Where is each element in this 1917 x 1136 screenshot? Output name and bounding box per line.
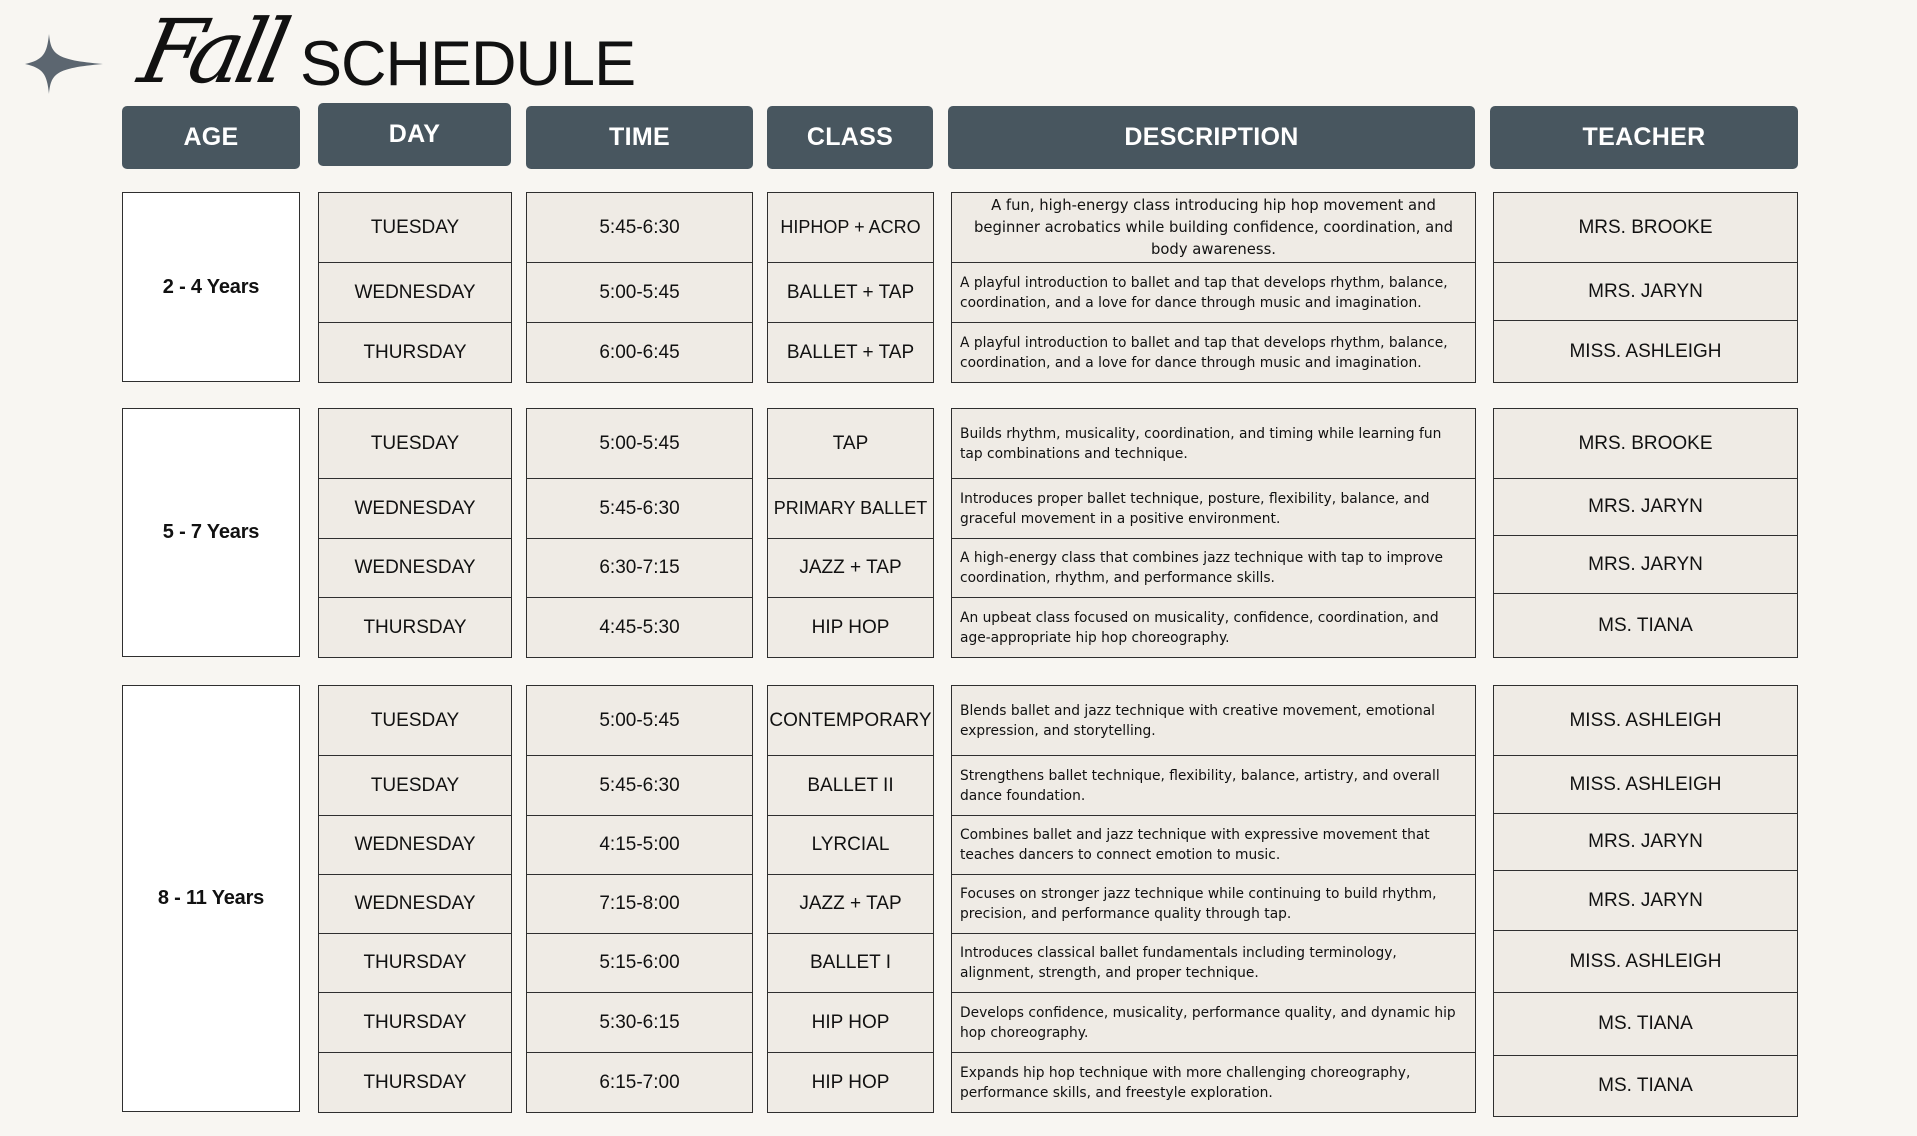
time-cell: 5:45-6:30 [526,192,753,263]
teacher-cell: MRS. BROOKE [1493,408,1798,479]
teacher-cell: MISS. ASHLEIGH [1493,685,1798,756]
class-cell: LYRCIAL [767,815,934,875]
day-cell: WEDNESDAY [318,874,512,934]
header-teacher: TEACHER [1490,106,1798,169]
header-time: TIME [526,106,753,169]
class-cell: BALLET I [767,933,934,993]
day-cell: THURSDAY [318,1052,512,1113]
description-cell: A high-energy class that combines jazz technique with tap to improve coordination, rhythm, and performance skills. [951,538,1476,598]
class-cell: BALLET + TAP [767,322,934,383]
header-description: DESCRIPTION [948,106,1475,169]
teacher-cell: MS. TIANA [1493,1055,1798,1117]
description-cell: Strengthens ballet technique, flexibility, balance, artistry, and overall dance foundation. [951,755,1476,816]
class-cell: BALLET + TAP [767,262,934,323]
teacher-cell: MRS. JARYN [1493,535,1798,594]
description-cell: A playful introduction to ballet and tap that develops rhythm, balance, coordination, and a love for dance through music and imagination. [951,262,1476,323]
time-cell: 5:00-5:45 [526,408,753,479]
teacher-cell: MS. TIANA [1493,593,1798,658]
description-cell: A fun, high-energy class introducing hip hop movement and beginner acrobatics while building confidence, coordination, and body awareness. [951,192,1476,263]
day-cell: THURSDAY [318,933,512,993]
description-cell: Introduces proper ballet technique, posture, flexibility, balance, and graceful movement in a positive environment. [951,478,1476,539]
time-cell: 5:45-6:30 [526,755,753,816]
class-cell: HIPHOP + ACRO [767,192,934,263]
teacher-cell: MRS. JARYN [1493,478,1798,536]
class-cell: BALLET II [767,755,934,816]
title-main: SCHEDULE [300,29,636,99]
time-cell: 6:30-7:15 [526,538,753,598]
sparkle-star-icon [25,32,103,96]
description-cell: Introduces classical ballet fundamentals including terminology, alignment, strength, and proper technique. [951,933,1476,993]
day-cell: TUESDAY [318,408,512,479]
teacher-cell: MRS. BROOKE [1493,192,1798,263]
day-cell: THURSDAY [318,597,512,658]
day-cell: THURSDAY [318,992,512,1053]
time-cell: 7:15-8:00 [526,874,753,934]
class-cell: HIP HOP [767,992,934,1053]
day-cell: THURSDAY [318,322,512,383]
teacher-cell: MISS. ASHLEIGH [1493,320,1798,383]
teacher-cell: MISS. ASHLEIGH [1493,930,1798,993]
age-cell: 5 - 7 Years [122,408,300,657]
teacher-cell: MRS. JARYN [1493,262,1798,321]
class-cell: JAZZ + TAP [767,538,934,598]
description-cell: A playful introduction to ballet and tap that develops rhythm, balance, coordination, and a love for dance through music and imagination. [951,322,1476,383]
description-cell: Builds rhythm, musicality, coordination, and timing while learning fun tap combinations and technique. [951,408,1476,479]
day-cell: TUESDAY [318,755,512,816]
time-cell: 4:15-5:00 [526,815,753,875]
teacher-cell: MS. TIANA [1493,992,1798,1056]
header-day: DAY [318,103,511,166]
time-cell: 5:30-6:15 [526,992,753,1053]
time-cell: 6:00-6:45 [526,322,753,383]
time-cell: 5:15-6:00 [526,933,753,993]
description-cell: An upbeat class focused on musicality, confidence, coordination, and age-appropriate hip hop choreography. [951,597,1476,658]
description-cell: Focuses on stronger jazz technique while continuing to build rhythm, precision, and performance quality through tap. [951,874,1476,934]
title-script: Fall [131,0,293,103]
teacher-cell: MRS. JARYN [1493,813,1798,871]
description-cell: Combines ballet and jazz technique with expressive movement that teaches dancers to connect emotion to music. [951,815,1476,875]
time-cell: 5:00-5:45 [526,262,753,323]
time-cell: 4:45-5:30 [526,597,753,658]
class-cell: HIP HOP [767,1052,934,1113]
day-cell: TUESDAY [318,192,512,263]
description-cell: Expands hip hop technique with more challenging choreography, performance skills, and freestyle exploration. [951,1052,1476,1113]
class-cell: PRIMARY BALLET [767,478,934,539]
time-cell: 5:00-5:45 [526,685,753,756]
time-cell: 6:15-7:00 [526,1052,753,1113]
description-cell: Develops confidence, musicality, performance quality, and dynamic hip hop choreography. [951,992,1476,1053]
time-cell: 5:45-6:30 [526,478,753,539]
class-cell: CONTEMPORARY [767,685,934,756]
description-cell: Blends ballet and jazz technique with creative movement, emotional expression, and storytelling. [951,685,1476,756]
day-cell: WEDNESDAY [318,538,512,598]
day-cell: TUESDAY [318,685,512,756]
day-cell: WEDNESDAY [318,478,512,539]
age-cell: 2 - 4 Years [122,192,300,382]
header-age: AGE [122,106,300,169]
class-cell: TAP [767,408,934,479]
class-cell: HIP HOP [767,597,934,658]
teacher-cell: MRS. JARYN [1493,870,1798,931]
day-cell: WEDNESDAY [318,262,512,323]
teacher-cell: MISS. ASHLEIGH [1493,755,1798,814]
header-class: CLASS [767,106,933,169]
class-cell: JAZZ + TAP [767,874,934,934]
day-cell: WEDNESDAY [318,815,512,875]
age-cell: 8 - 11 Years [122,685,300,1112]
